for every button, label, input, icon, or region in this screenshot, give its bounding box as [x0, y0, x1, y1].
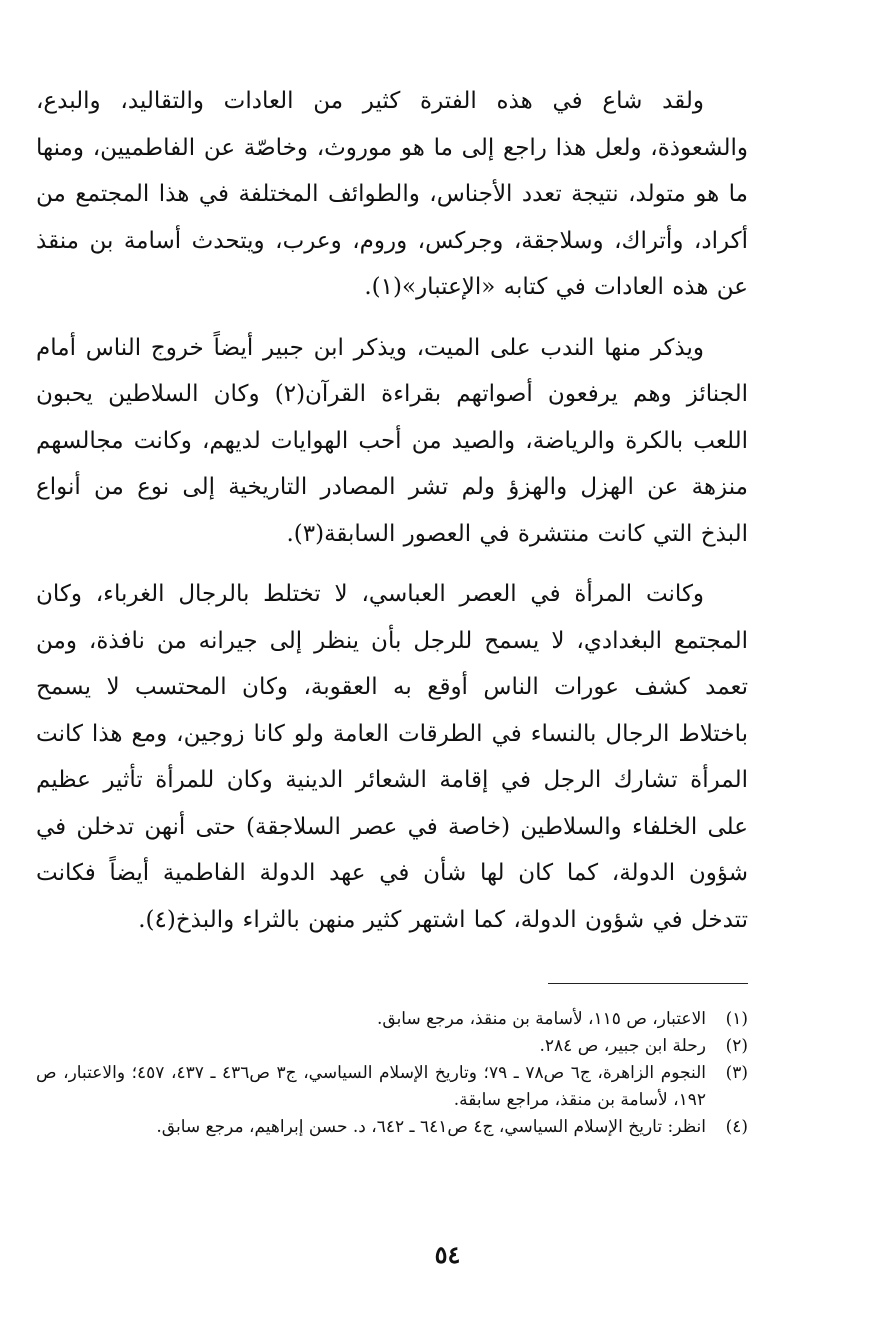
- footnote-text: النجوم الزاهرة، ج٦ ص٧٨ ـ ٧٩؛ وتاريخ الإسلام السياسي، ج٣ ص٤٣٦ ـ ٤٣٧، ٤٥٧؛ والاعتبار، ص ١٩٢، لأسامة بن منقذ، مراجع سابقة.: [36, 1063, 707, 1110]
- footnote-number: (٣): [725, 1063, 748, 1083]
- footnote-text: رحلة ابن جبير، ص ٢٨٤.: [539, 1036, 706, 1056]
- footnote-1: [36, 1006, 748, 1033]
- footnote-text: الاعتبار، ص ١١٥، لأسامة بن منقذ، مرجع سابق.: [376, 1009, 706, 1029]
- footnote-number: (١): [725, 1009, 748, 1029]
- footnote-number: (٤): [725, 1117, 748, 1137]
- footnote-number: (٢): [725, 1036, 748, 1056]
- paragraph-1: ولقد شاع في هذه الفترة كثير من العادات والتقاليد، والبدع، والشعوذة، ولعل هذا راجع إلى ما هو موروث، وخاصّة عن الفاطميين، ومنها ما هو متولد، نتيجة تعدد الأجناس، والطوائف المختلفة في هذا المجتمع من أكراد، وأتراك، وسلاجقة، وجركس، وروم، وعرب، ويتحدث أسامة بن منقذ عن هذه العادات في كتابه «الإعتبار»(١).: [36, 88, 748, 300]
- footnote-text: انظر: تاريخ الإسلام السياسي، ج٤ ص٦٤١ ـ ٦٤٢، د. حسن إبراهيم، مرجع سابق.: [156, 1117, 706, 1137]
- paragraph-2: ويذكر منها الندب على الميت، ويذكر ابن جبير أيضاً خروج الناس أمام الجنائز وهم يرفعون أصواتهم بقراءة القرآن(٢) وكان السلاطين يحبون اللعب بالكرة والرياضة، والصيد من أحب الهوايات لديهم، وكانت مجالسهم منزهة عن الهزل والهزؤ ولم تشر المصادر التاريخية إلى نوع من أنواع البذخ التي كانت منتشرة في العصور السابقة(٣).: [36, 334, 748, 547]
- page-number: ٥٤: [434, 1240, 461, 1269]
- footnote-2: [36, 1033, 748, 1060]
- main-text: [36, 78, 748, 957]
- footnote-4: [36, 1114, 748, 1141]
- footnotes: [36, 1006, 748, 1141]
- footnote-separator: [548, 983, 748, 984]
- footnote-3: [36, 1060, 748, 1114]
- paragraph-3: وكانت المرأة في العصر العباسي، لا تختلط بالرجال الغرباء، وكان المجتمع البغدادي، لا يسمح للرجل بأن ينظر إلى جيرانه من نافذة، ومن تعمد كشف عورات الناس أوقع به العقوبة، وكان المحتسب لا يسمح باختلاط الرجال بالنساء في الطرقات العامة ولو كانا زوجين، ومع هذا كانت المرأة تشارك الرجل في إقامة الشعائر الدينية وكان للمرأة تأثير عظيم على الخلفاء والسلاطين (خاصة في عصر السلاجقة) حتى أنهن تدخلن في شؤون الدولة، كما كان لها شأن في عهد الدولة الفاطمية أيضاً فكانت تتدخل في شؤون الدولة، كما اشتهر كثير منهن بالثراء والبذخ(٤).: [36, 581, 748, 933]
